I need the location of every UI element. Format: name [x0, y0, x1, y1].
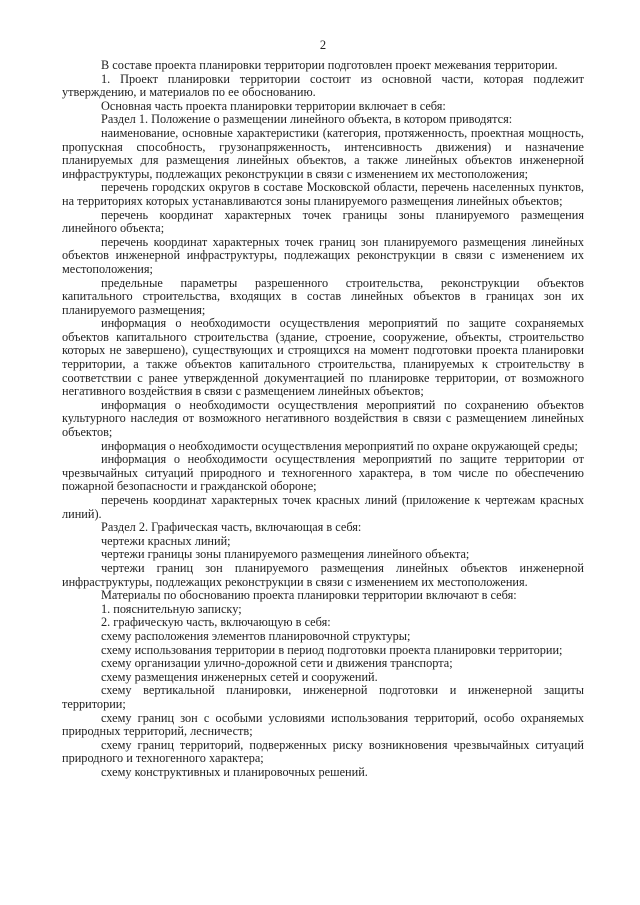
- section-heading: Раздел 1. Положение о размещении линейного объекта, в котором приводятся:: [101, 112, 513, 127]
- paragraph: информация о необходимости осуществления мероприятий по защите сохраняемых объектов капитального строительства (здание, строение, сооружение, объекты, строительство которых не завершено), существующих и строящихся на момент подготовки проекта планировки территории, а также объектов капитального строительства, планируемых к строительству в соответствии с ранее утвержденной документацией по планировке территории, от возможного негативного воздействия в связи с размещением линейных объектов;: [62, 316, 584, 399]
- paragraph: чертежи красных линий;: [101, 533, 231, 548]
- paragraph: Материалы по обоснованию проекта планировки территории включают в себя:: [101, 588, 517, 603]
- section-heading: Раздел 2. Графическая часть, включающая в себя:: [101, 520, 362, 535]
- paragraph: перечень координат характерных точек границ зон планируемого размещения линейных объектов инженерной инфраструктуры, подлежащих реконструкции в связи с изменением их местоположения;: [62, 234, 584, 276]
- paragraph: схему организации улично-дорожной сети и движения транспорта;: [101, 656, 453, 671]
- paragraph: схему конструктивных и планировочных решений.: [101, 764, 368, 779]
- paragraph: перечень координат характерных точек границы зоны планируемого размещения линейного объекта;: [62, 207, 584, 236]
- paragraph: 1. Проект планировки территории состоит из основной части, которая подлежит утверждению, и материалов по ее обоснованию.: [62, 71, 584, 100]
- document-body: [62, 59, 584, 779]
- paragraph: схему вертикальной планировки, инженерной подготовки и инженерной защиты территории;: [62, 683, 584, 711]
- paragraph: предельные параметры разрешенного строительства, реконструкции объектов капитального строительства, входящих в состав линейных объектов в границах зон их планируемого размещения;: [62, 275, 584, 317]
- numbered-item: 2. графическую часть, включающую в себя:: [101, 615, 331, 630]
- paragraph: информация о необходимости осуществления мероприятий по сохранению объектов культурного наследия от возможного негативного воздействия в связи с размещением линейных объектов;: [62, 397, 584, 440]
- paragraph: схему использования территории в период подготовки проекта планировки территории;: [101, 642, 563, 657]
- paragraph: схему расположения элементов планировочной структуры;: [101, 628, 411, 643]
- paragraph: наименование, основные характеристики (категория, протяженность, проектная мощность, пропускная способность, грузонапряженность, интенсивность движения) и назначение планируемых для размещения линейных объектов, а также линейных объектов инженерной инфраструктуры, подлежащих реконструкции в связи с изменением их местоположения;: [62, 125, 584, 181]
- page-number: 2: [319, 38, 327, 52]
- paragraph: информация о необходимости осуществления мероприятий по защите территории от чрезвычайных ситуаций природного и техногенного характера, в том числе по обеспечению пожарной безопасности и гражданской обороне;: [62, 452, 584, 494]
- paragraph: Основная часть проекта планировки территории включает в себя:: [101, 98, 446, 113]
- paragraph: схему границ территорий, подверженных риску возникновения чрезвычайных ситуаций природного и техногенного характера;: [62, 737, 584, 766]
- numbered-item: 1. пояснительную записку;: [101, 601, 242, 616]
- paragraph: перечень городских округов в составе Московской области, перечень населенных пунктов, на территориях которых устанавливаются зоны планируемого размещения линейных объектов;: [62, 180, 584, 208]
- paragraph: схему границ зон с особыми условиями использования территорий, особо охраняемых природных территорий, лесничеств;: [62, 710, 584, 739]
- paragraph: перечень координат характерных точек красных линий (приложение к чертежам красных линий).: [62, 493, 584, 521]
- paragraph: В составе проекта планировки территории подготовлен проект межевания территории.: [101, 58, 558, 72]
- paragraph: схему размещения инженерных сетей и сооружений.: [101, 669, 378, 684]
- paragraph: чертежи границ зон планируемого размещения линейных объектов инженерной инфраструктуры, подлежащих реконструкции в связи с изменением их местоположения.: [62, 560, 584, 589]
- paragraph: чертежи границы зоны планируемого размещения линейного объекта;: [101, 547, 470, 562]
- paragraph: информация о необходимости осуществления мероприятий по охране окружающей среды;: [101, 438, 578, 453]
